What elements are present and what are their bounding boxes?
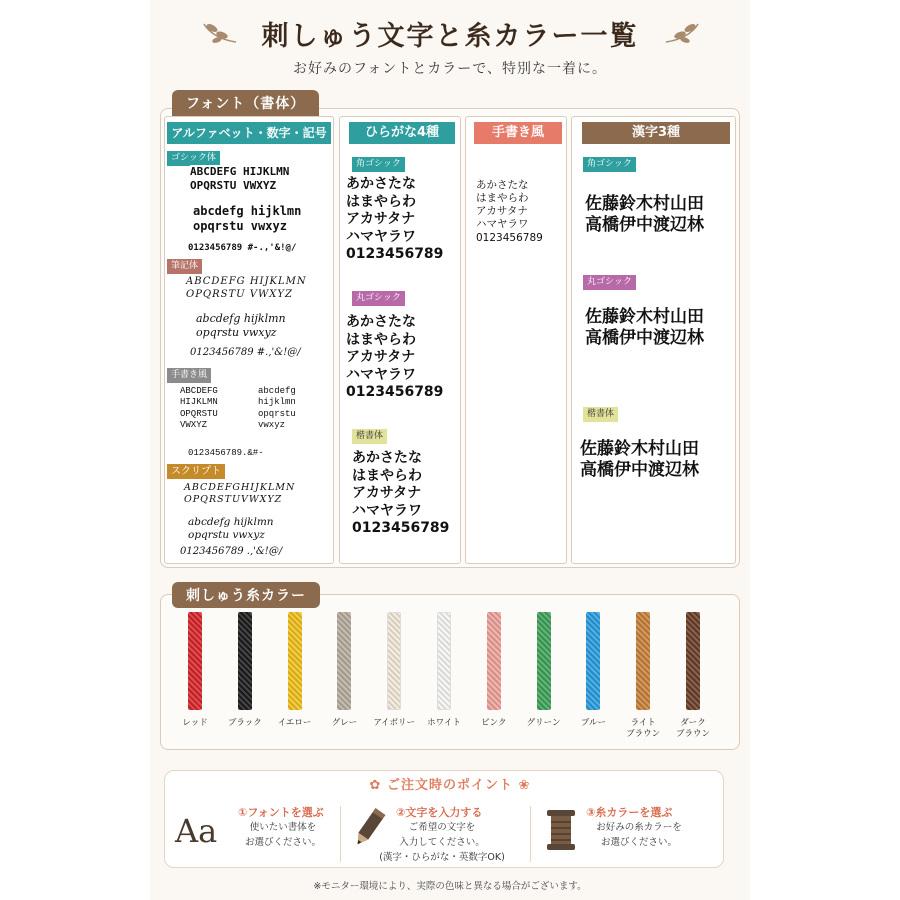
handwriting-digits-sample: 0123456789.&#- [188,448,264,458]
color-disclaimer-note: ※モニター環境により、実際の色味と異なる場合がございます。 [313,881,587,892]
alpha-column-header: アルファベット・数字・記号 [167,122,331,144]
point-3-body: お好みの糸カラーを お選びください。 [596,822,682,849]
hiragana-kaisho-sample: あかさたな はまやらわ アカサタナ ハマヤラワ 0123456789 [352,450,450,536]
brush-digits-sample: 0123456789 #.,'&!@/ [190,347,301,358]
thread-color-label: ブラック [227,718,262,728]
thread-color-label: イエロー [277,718,312,728]
thread-color-item [469,612,519,729]
sparkle-icon: ✿ [369,778,382,793]
points-divider-2 [530,806,531,862]
page-title: 刺しゅう文字と糸カラー一覧 [261,21,639,52]
thread-swatch [238,612,252,710]
kanji-maru-sample: 佐藤鈴木村山田 高橋伊中渡辺林 [585,307,704,349]
kanji-maru-tag: 丸ゴシック [583,275,636,290]
brush-upper-sample: ABCDEFG HIJKLMN OPQRSTU VWXYZ [186,276,307,300]
thread-color-item [319,612,369,729]
thread-swatch [437,612,451,710]
page-subtitle: お好みのフォントとカラーで、特別な一着に。 [292,61,608,77]
gothic-tag: ゴシック体 [167,151,220,166]
tegaki-sample: あかさたな はまやらわ アカサタナ ハマヤラワ 0123456789 [476,179,543,244]
thread-swatch [188,612,202,710]
brush-lower-sample: abcdefg hijklmn opqrstu vwxyz [196,312,286,339]
hiragana-maru-sample: あかさたな はまやらわ アカサタナ ハマヤラワ 0123456789 [346,314,444,400]
thread-color-label: グレー [331,718,358,728]
thread-swatch [686,612,700,710]
thread-swatch [636,612,650,710]
handwriting-upper-sample: ABCDEFG HIJKLMN OPQRSTU VWXYZ [180,386,218,430]
thread-spool-icon [544,808,578,852]
point-2-heading: ②文字を入力する [396,806,483,819]
thread-color-item [170,612,220,729]
point-2-body: ご希望の文字を 入力してください。 (漢字・ひらがな・英数字OK) [379,822,505,864]
paw-icon: ❀ [518,778,531,793]
thread-color-item [270,612,320,729]
thread-color-label: ライト ブラウン [626,718,661,740]
script-upper-sample: ABCDEFGHIJKLMN OPQRSTUVWXYZ [184,482,296,505]
gothic-lower-sample: abcdefg hijklmn opqrstu vwxyz [193,204,302,233]
thread-color-label: レッド [182,718,208,728]
thread-color-item [519,612,569,729]
thread-swatch [586,612,600,710]
thread-swatch [487,612,501,710]
brush-tag: 筆記体 [167,259,202,274]
hiragana-maru-tag: 丸ゴシック [352,291,405,306]
tegaki-column-header: 手書き風 [474,122,562,144]
kanji-kaisho-sample: 佐藤鈴木村山田 高橋伊中渡辺林 [580,439,699,481]
point-3-heading: ③糸カラーを選ぶ [586,806,673,819]
thread-color-item [220,612,270,729]
thread-color-label: グリーン [526,718,561,728]
thread-swatch [387,612,401,710]
thread-color-item [369,612,419,729]
kanji-column-header: 漢字3種 [582,122,730,144]
kanji-kaku-sample: 佐藤鈴木村山田 高橋伊中渡辺林 [585,194,704,236]
kanji-kaku-tag: 角ゴシック [583,157,636,172]
hiragana-column-header: ひらがな4種 [349,122,455,144]
gothic-upper-sample: ABCDEFG HIJKLMN OPQRSTU VWXYZ [190,165,290,192]
script-lower-sample: abcdefg hijklmn opqrstu vwxyz [188,516,274,542]
thread-section-tab: 刺しゅう糸カラー [172,582,320,608]
point-1-heading: ①フォントを選ぶ [238,806,324,819]
handwriting-lower-sample: abcdefg hijklmn opqrstu vwxyz [258,386,296,430]
thread-swatch [337,612,351,710]
thread-color-item [568,612,618,729]
thread-color-item [419,612,469,729]
script-digits-sample: 0123456789 .,'&!@/ [180,546,283,557]
thread-color-item [618,612,668,740]
thread-color-label: ダーク ブラウン [675,718,710,740]
hiragana-kaisho-tag: 楷書体 [352,429,387,444]
gothic-digits-sample: 0123456789 #-.,'&!@/ [188,243,297,253]
font-section-tab: フォント（書体） [172,90,319,116]
order-points-title: ✿ ご注文時のポイント ❀ [369,778,531,793]
thread-color-label: ブルー [580,718,606,728]
point-1-body: 使いたい書体を お選びください。 [244,822,321,849]
hiragana-kaku-tag: 角ゴシック [352,157,405,172]
kanji-kaisho-tag: 楷書体 [583,407,618,422]
thread-color-label: アイボリー [373,718,416,728]
thread-color-label: ホワイト [427,718,461,728]
points-divider-1 [340,806,341,862]
thread-swatch [288,612,302,710]
hiragana-kaku-sample: あかさたな はまやらわ アカサタナ ハマヤラワ 0123456789 [346,176,444,262]
thread-swatch [537,612,551,710]
thread-color-label: ピンク [481,718,507,728]
thread-color-item [668,612,718,740]
script-tag: スクリプト [167,464,225,479]
handwriting-tag: 手書き風 [167,368,211,383]
font-aa-icon: Aa [175,812,218,850]
